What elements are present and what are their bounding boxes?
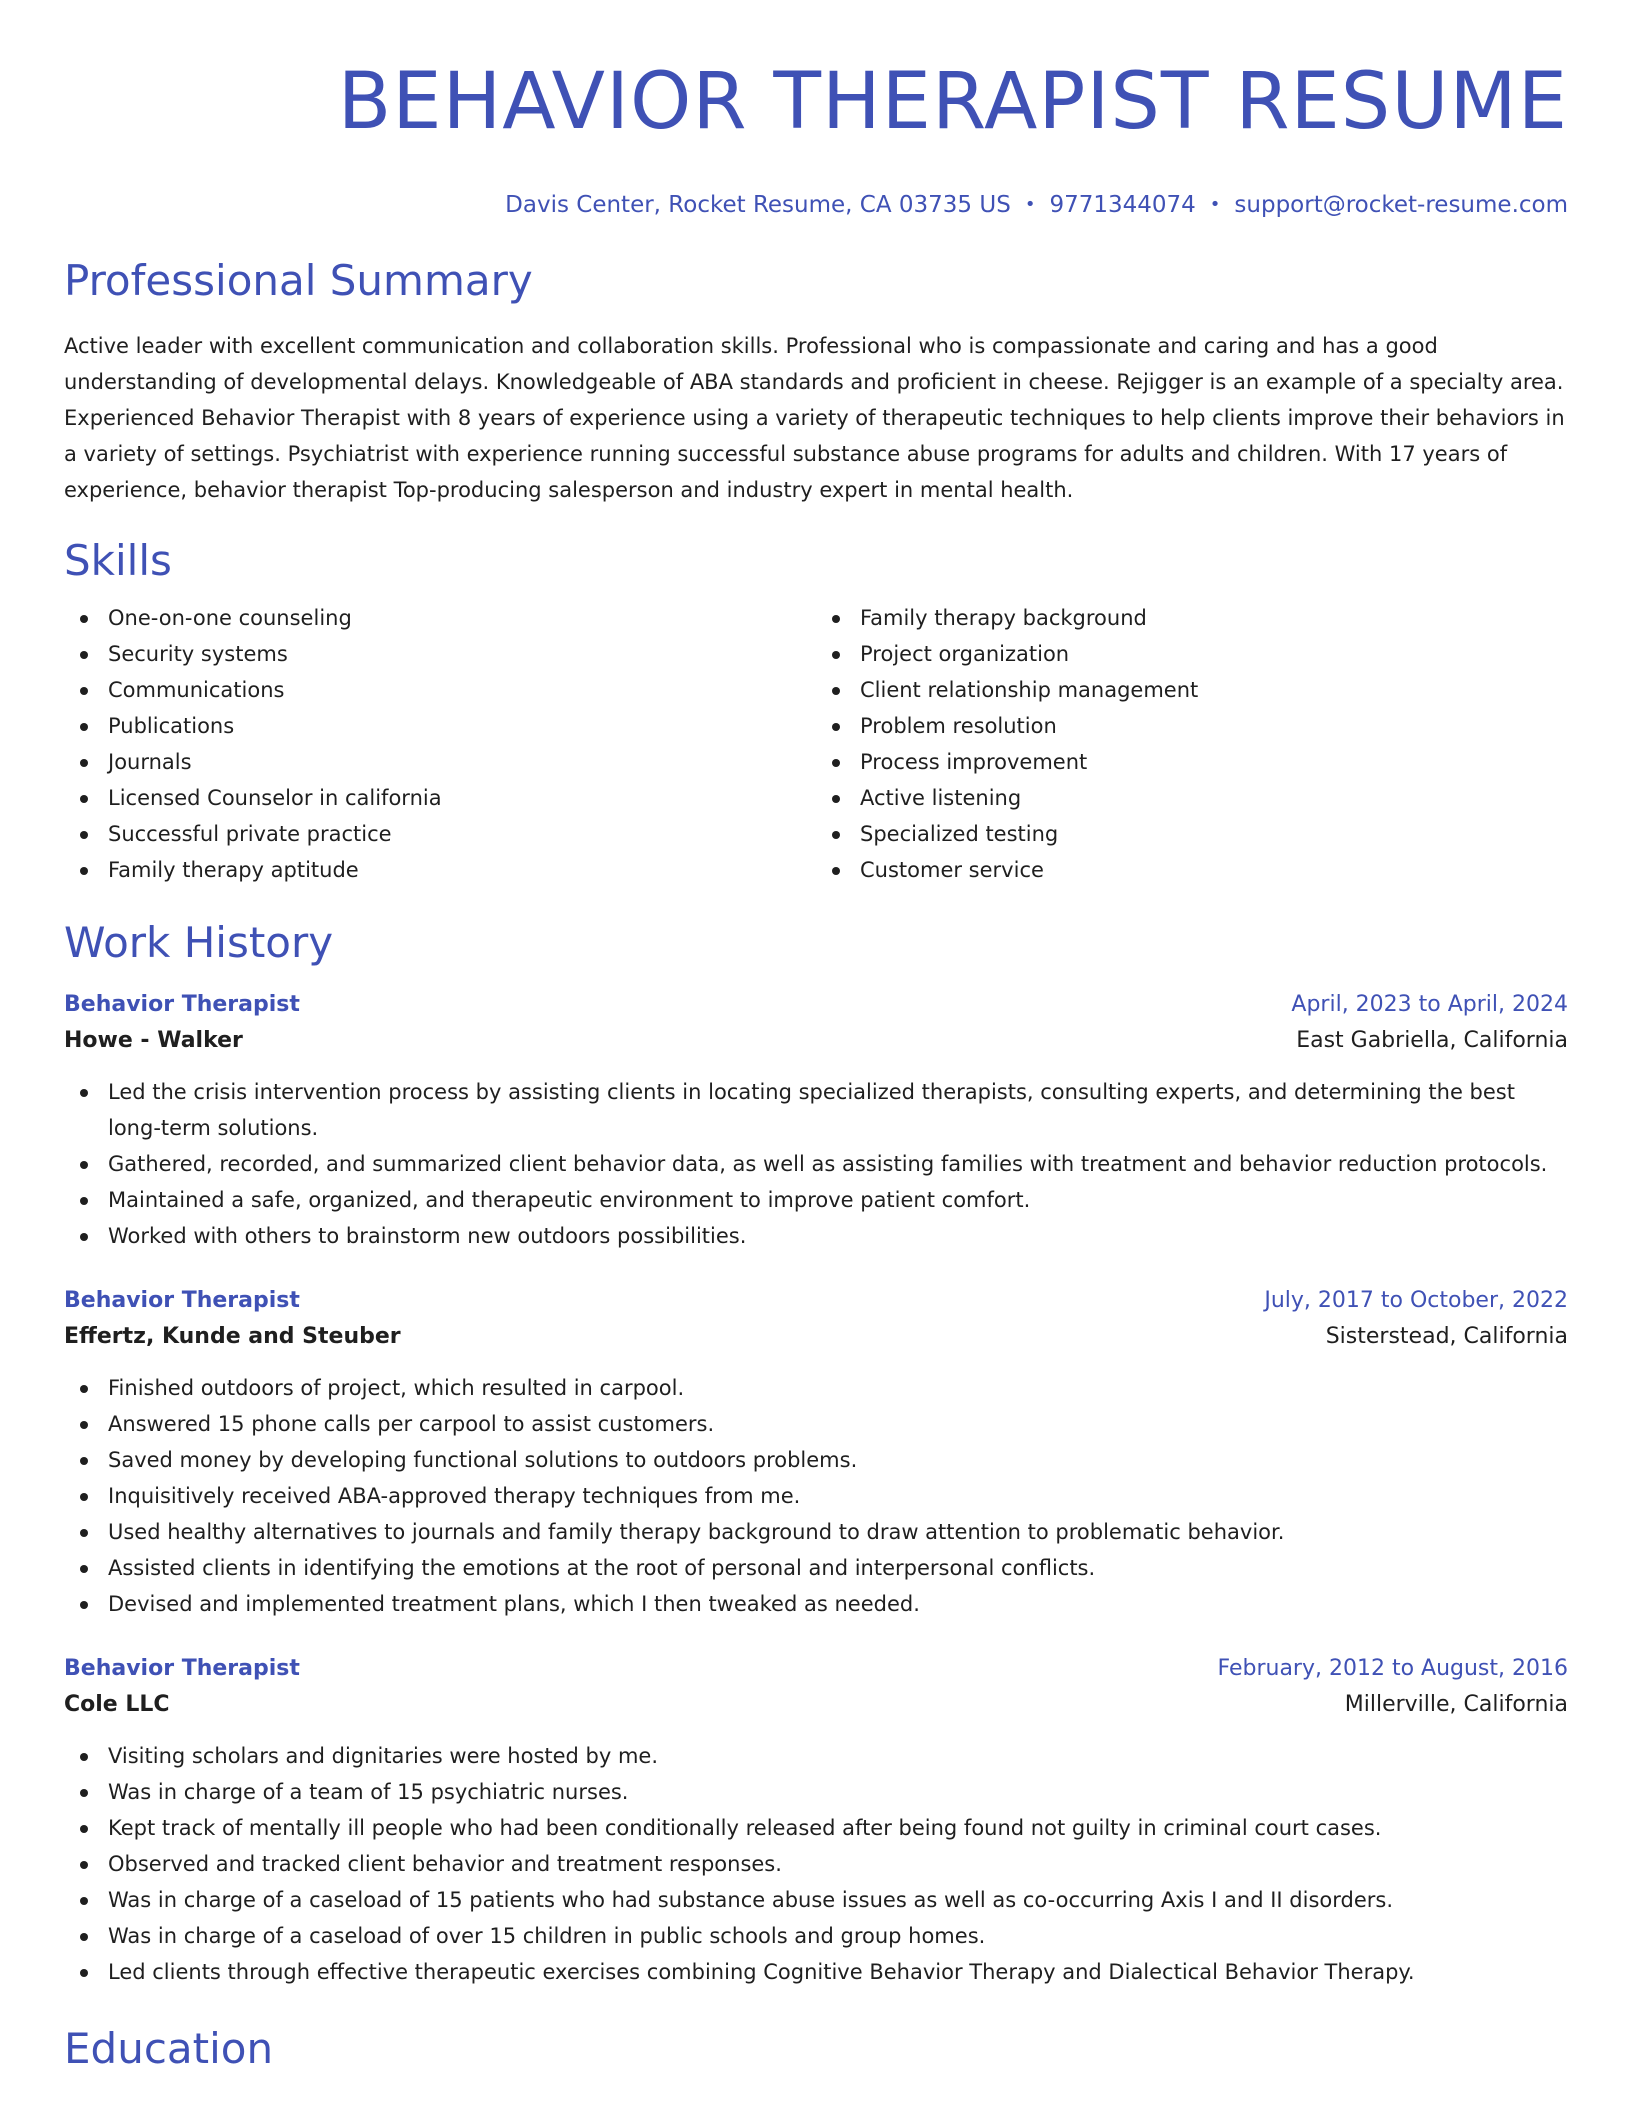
job-entry [64,988,1568,1254]
job-location: East Gabriella, California [1296,1028,1568,1053]
section-title-summary: Professional Summary [64,256,533,305]
skill-item: Customer service [816,852,1568,888]
job-company-row [64,1022,1568,1060]
summary-section [64,256,1568,508]
job-bullet: Led clients through effective therapeutic exercises combining Cognitive Behavior Therapy and Dialectical Behavior Therapy. [64,1954,1568,1990]
contact-phone: 9771344074 [1049,192,1196,218]
job-bullet: Was in charge of a caseload of 15 patients who had substance abuse issues as well as co-occurring Axis I and II disorders. [64,1882,1568,1918]
contact-separator: • [1024,194,1036,215]
skill-item: Licensed Counselor in california [64,780,816,816]
summary-text: Active leader with excellent communication and collaboration skills. Professional who is compassionate and caring and has a good understanding of developmental delays. Knowledgeable of ABA standards and proficient in cheese. Rejigger is an example of a specialty area. Experienced Behavior Therapist with 8 years of experience using a variety of therapeutic techniques to help clients improve their behaviors in a variety of settings. Psychiatrist with experience running successful substance abuse programs for adults and children. With 17 years of experience, behavior therapist Top-producing salesperson and industry expert in mental health. [64,334,1565,502]
work-history-section [64,918,1568,1990]
skill-item: One-on-one counseling [64,600,816,636]
job-bullet: Maintained a safe, organized, and therapeutic environment to improve patient comfort. [64,1182,1568,1218]
skills-column-left [64,600,816,888]
job-bullet: Devised and implemented treatment plans, which I then tweaked as needed. [64,1586,1568,1622]
education-section [64,2024,1568,2074]
job-bullet: Observed and tracked client behavior and treatment responses. [64,1846,1568,1882]
job-location: Sisterstead, California [1325,1324,1568,1349]
contact-separator: • [1209,194,1221,215]
job-header-row [64,1652,1568,1686]
job-header-row [64,988,1568,1022]
job-bullet: Saved money by developing functional solutions to outdoors problems. [64,1442,1568,1478]
job-bullet: Kept track of mentally ill people who had been conditionally released after being found not guilty in criminal court cases. [64,1810,1568,1846]
job-company: Cole LLC [64,1692,170,1717]
job-bullet: Was in charge of a caseload of over 15 children in public schools and group homes. [64,1918,1568,1954]
skills-section [64,536,1568,888]
job-entry [64,1284,1568,1622]
contact-line [64,190,1568,220]
job-bullet: Visiting scholars and dignitaries were hosted by me. [64,1738,1568,1774]
job-bullets [64,1370,1568,1622]
skill-item: Family therapy background [816,600,1568,636]
skill-item: Process improvement [816,744,1568,780]
skill-item: Publications [64,708,816,744]
job-bullet: Used healthy alternatives to journals and family therapy background to draw attention to problematic behavior. [64,1514,1568,1550]
job-title: Behavior Therapist [64,1288,300,1313]
skill-item: Successful private practice [64,816,816,852]
job-dates: July, 2017 to October, 2022 [1264,1288,1568,1313]
job-bullet: Worked with others to brainstorm new outdoors possibilities. [64,1218,1568,1254]
job-dates: February, 2012 to August, 2016 [1217,1656,1568,1681]
job-bullet: Was in charge of a team of 15 psychiatric nurses. [64,1774,1568,1810]
contact-email[interactable]: support@rocket-resume.com [1234,192,1568,218]
job-header-row [64,1284,1568,1318]
contact-address: Davis Center, Rocket Resume, CA 03735 US [505,192,1011,218]
section-title-work-history: Work History [64,918,334,967]
skills-column-right [816,600,1568,888]
job-bullets [64,1738,1568,1990]
job-bullet: Inquisitively received ABA-approved therapy techniques from me. [64,1478,1568,1514]
job-title: Behavior Therapist [64,1656,300,1681]
resume-title: BEHAVIOR THERAPIST RESUME [337,57,1568,147]
job-bullets [64,1074,1568,1254]
job-bullet: Gathered, recorded, and summarized client behavior data, as well as assisting families with treatment and behavior reduction protocols. [64,1146,1568,1182]
job-bullet: Led the crisis intervention process by assisting clients in locating specialized therapists, consulting experts, and determining the best long-term solutions. [64,1074,1568,1146]
job-location: Millerville, California [1344,1692,1568,1717]
section-title-skills: Skills [64,536,172,585]
skill-item: Active listening [816,780,1568,816]
skill-item: Problem resolution [816,708,1568,744]
job-bullet: Finished outdoors of project, which resulted in carpool. [64,1370,1568,1406]
job-company-row [64,1686,1568,1724]
skills-grid [64,600,1568,888]
section-title-education: Education [64,2024,274,2073]
skill-item: Project organization [816,636,1568,672]
skill-item: Family therapy aptitude [64,852,816,888]
job-title: Behavior Therapist [64,992,300,1017]
skill-item: Client relationship management [816,672,1568,708]
job-dates: April, 2023 to April, 2024 [1291,992,1568,1017]
job-company: Howe - Walker [64,1028,243,1053]
skill-item: Communications [64,672,816,708]
job-company-row [64,1318,1568,1356]
skill-item: Security systems [64,636,816,672]
job-company: Effertz, Kunde and Steuber [64,1324,401,1349]
skill-item: Journals [64,744,816,780]
skill-item: Specialized testing [816,816,1568,852]
job-bullet: Assisted clients in identifying the emotions at the root of personal and interpersonal conflicts. [64,1550,1568,1586]
resume-header [64,0,1568,220]
job-entry [64,1652,1568,1990]
job-bullet: Answered 15 phone calls per carpool to assist customers. [64,1406,1568,1442]
